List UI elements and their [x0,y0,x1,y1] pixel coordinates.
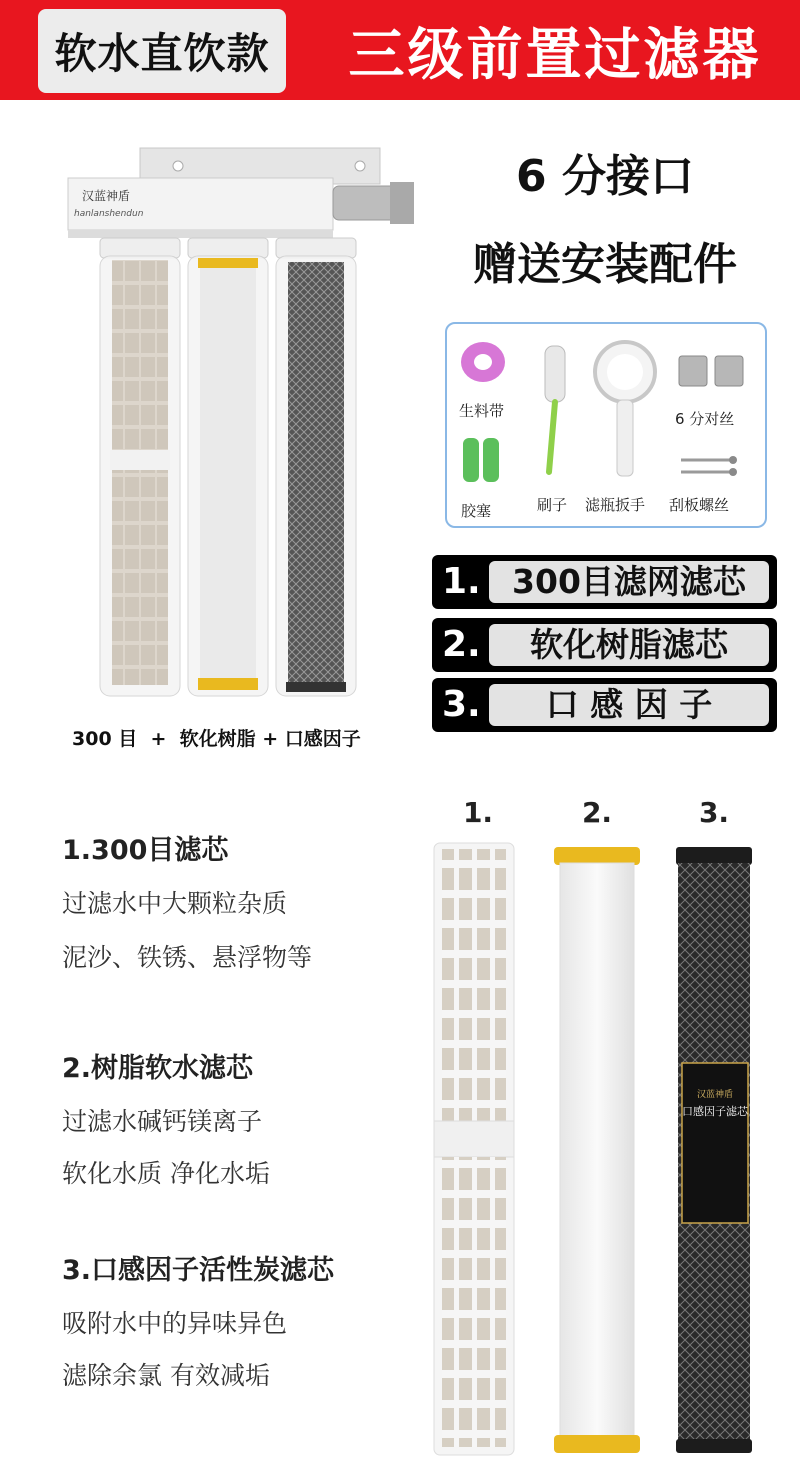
desc-title-1: 1.300目滤芯 [62,835,229,866]
filter-list-num-1: 1. [442,561,481,602]
filter-list-item-1 [432,555,777,609]
carbon-label-brand: 汉蓝神盾 [696,1090,734,1100]
combo-caption: 300 目 + 软化树脂 + 口感因子 [72,728,361,750]
desc-line: 过滤水中大颗粒杂质 [62,889,288,918]
wrench-icon [587,340,663,480]
filter-list-label-1: 300目滤网滤芯 [489,561,769,603]
plug-icon [461,436,505,486]
cartridge-number-1: 1. [462,796,494,829]
desc-line: 吸附水中的异味异色 [62,1309,288,1338]
housing-brand-en: hanlanshendun [74,209,144,219]
filter-list-num-2: 2. [442,624,481,665]
filter-list-item-2 [432,618,777,672]
desc-title-3: 3.口感因子活性炭滤芯 [62,1255,335,1286]
desc-line: 过滤水碱钙镁离子 [62,1107,263,1136]
desc-line: 滤除余氯 有效减垢 [62,1361,270,1390]
desc-line: 软化水质 净化水垢 [62,1159,270,1188]
cartridges-image [420,835,790,1465]
accessory-label-wrench: 滤瓶扳手 [585,496,646,514]
accessories-panel [445,322,767,528]
header-title: 三级前置过滤器 [348,23,762,88]
filter-list-label-3: 口 感 因 子 [489,684,769,726]
cartridge-number-2: 2. [581,796,613,829]
header-tag: 软水直饮款 [38,9,286,93]
filter-list-label-2: 软化树脂滤芯 [489,624,769,666]
connector-size-text: 6 分接口 [516,151,694,202]
filter-list-num-3: 3. [442,684,481,725]
accessory-label-adapter: 6 分对丝 [675,410,735,428]
accessory-label-brush: 刷子 [537,496,568,514]
screw-icon [679,452,739,482]
desc-title-2: 2.树脂软水滤芯 [62,1053,254,1084]
cartridge-number-3: 3. [698,796,730,829]
desc-line: 泥沙、铁锈、悬浮物等 [62,943,313,972]
accessory-label-plug: 胶塞 [461,502,492,520]
tape-icon [457,338,509,388]
housing-brand: 汉蓝神盾 [82,189,131,203]
carbon-label-name: 口感因子滤芯 [682,1105,748,1118]
adapter-icon [675,350,755,390]
gift-accessories-text: 赠送安装配件 [473,239,737,290]
accessory-label-tape: 生料带 [459,402,505,420]
product-image [60,140,430,710]
accessory-label-screws: 刮板螺丝 [669,496,730,514]
brush-icon [535,342,575,482]
filter-list-item-3 [432,678,777,732]
